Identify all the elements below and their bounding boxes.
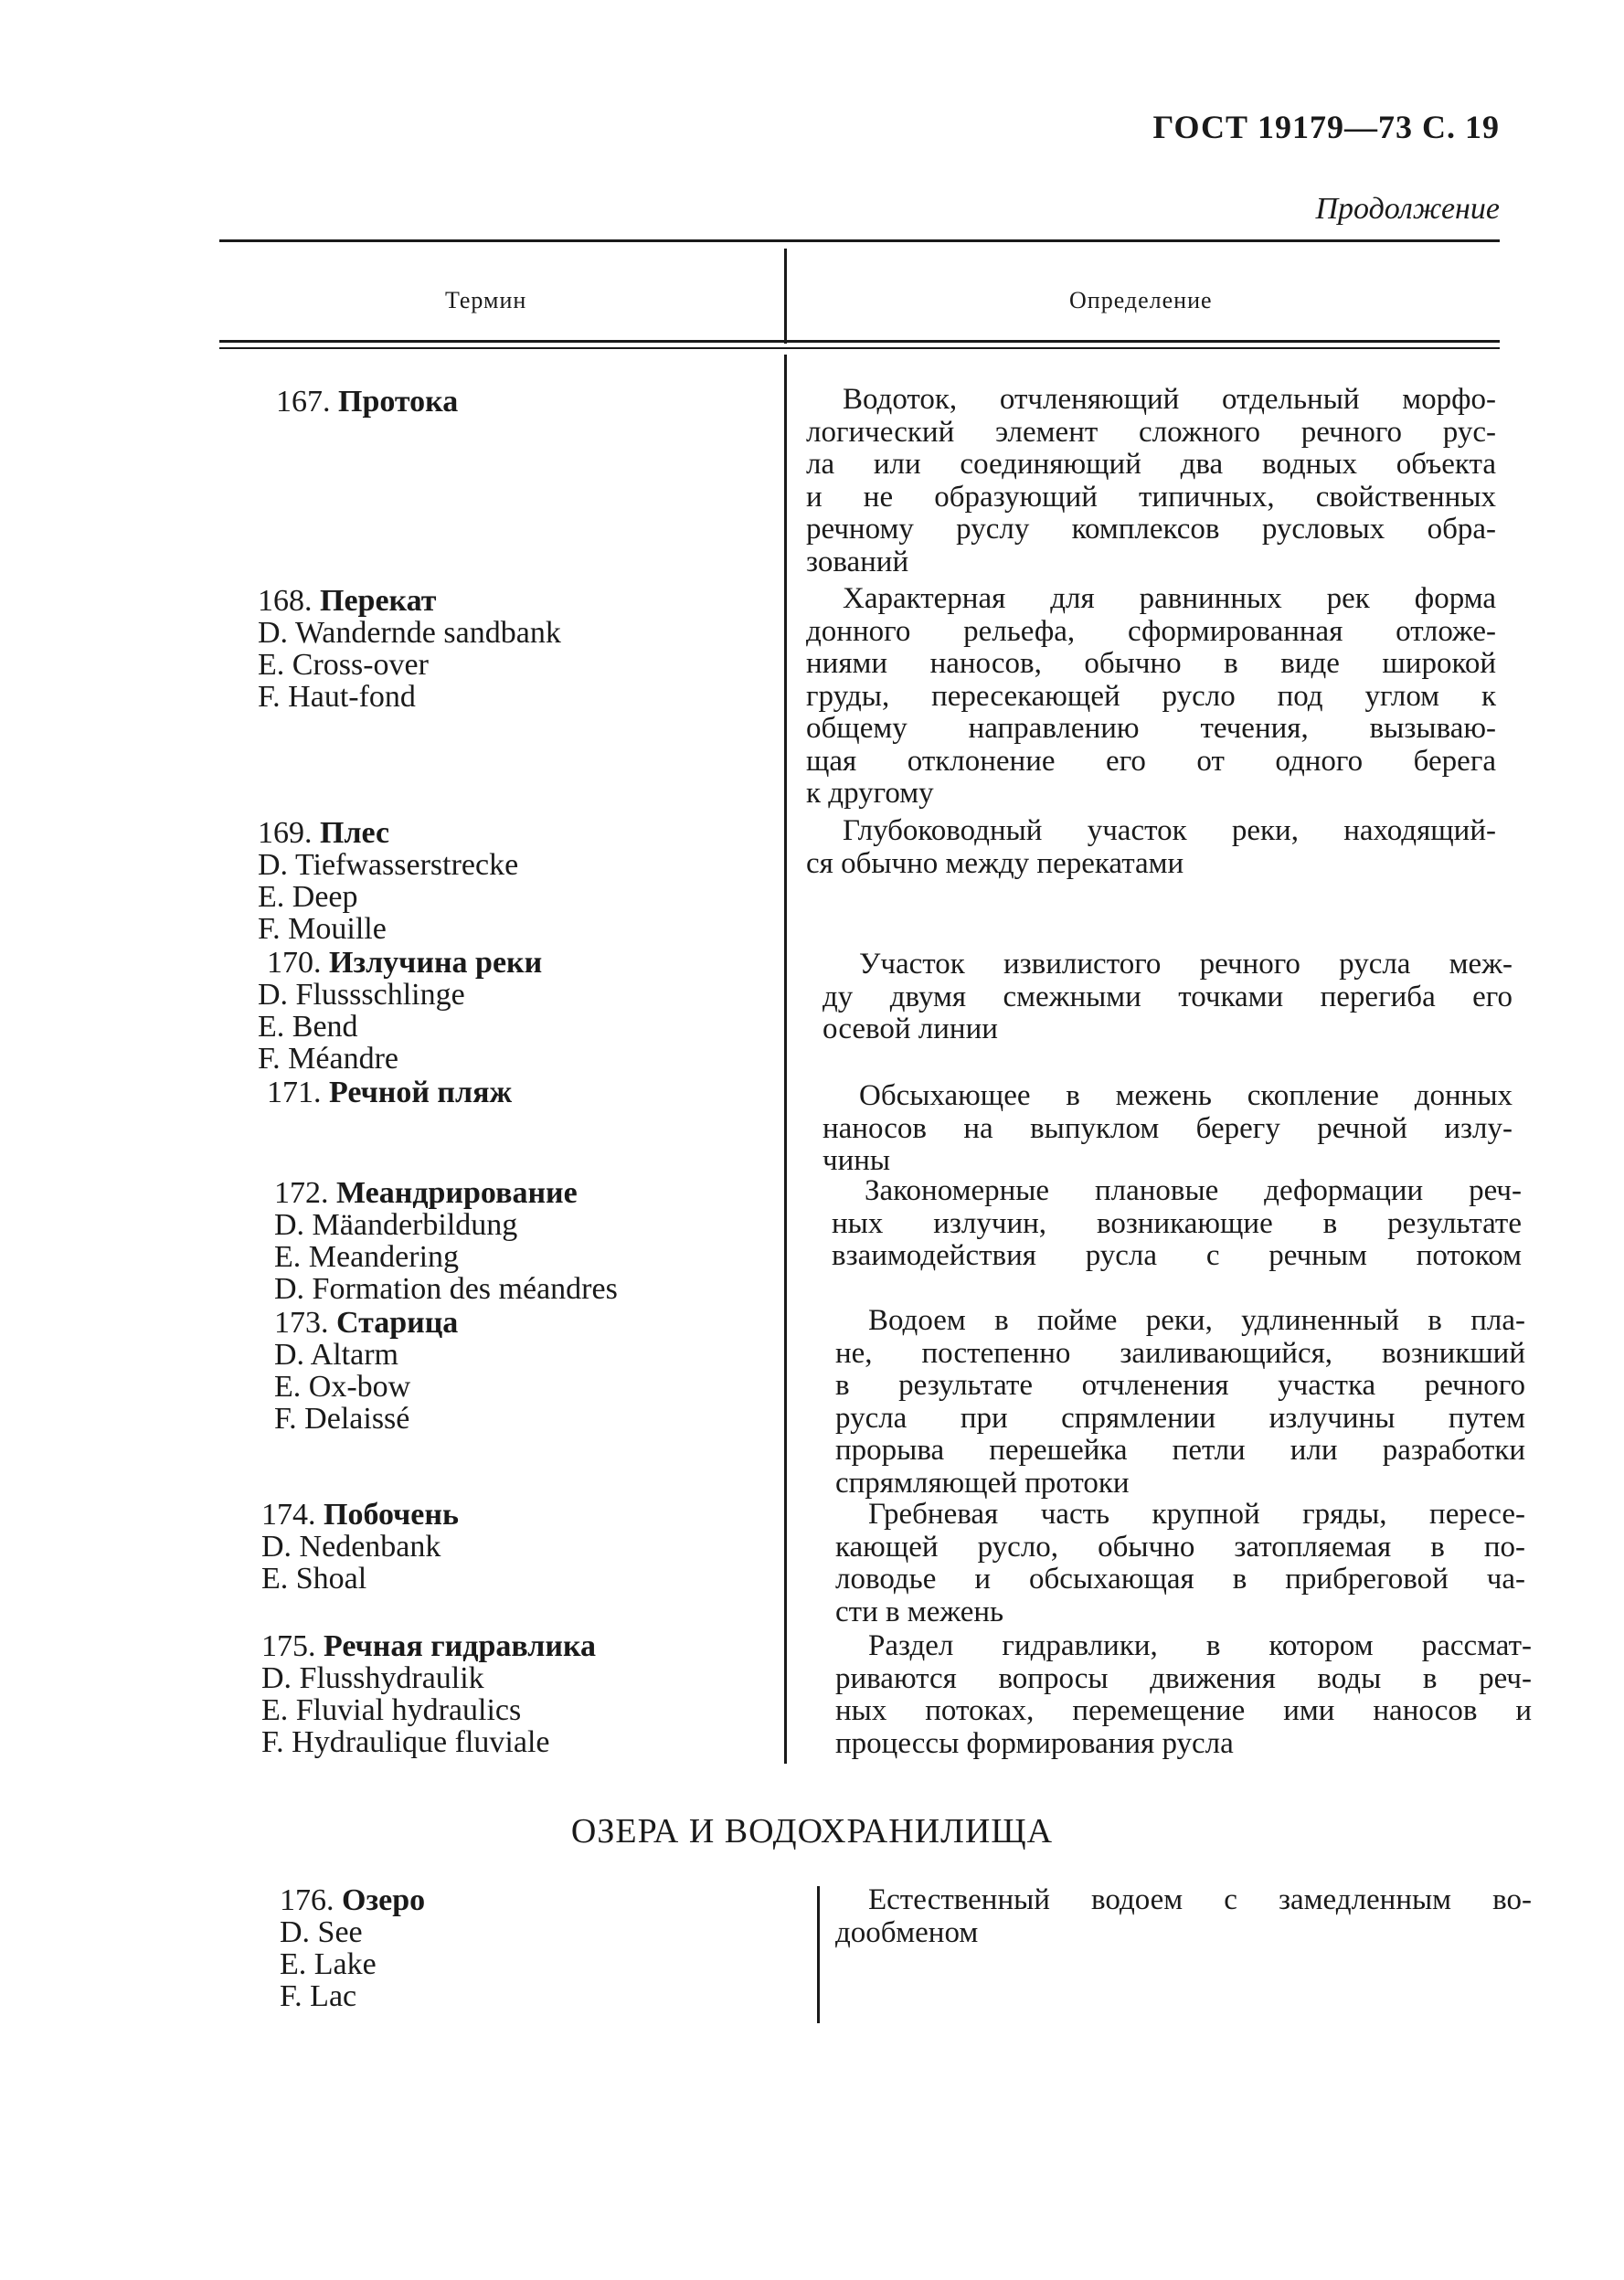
term-entry-174 xyxy=(261,1499,459,1595)
term-equivalent-fr: F. Hydraulique fluviale xyxy=(261,1725,550,1759)
term-number: 176. xyxy=(280,1883,334,1917)
term-equivalent-de: D. Nedenbank xyxy=(261,1530,441,1564)
term-equivalent-en: E. Bend xyxy=(258,1010,358,1044)
definition-line: и не образующий типичных, свойственных xyxy=(806,480,1496,514)
header-rule-2 xyxy=(219,347,1500,349)
column-divider xyxy=(784,355,787,1764)
definition-169 xyxy=(806,815,1496,880)
term-equivalent-fr: F. Méandre xyxy=(258,1042,399,1076)
definition-line: Водоем в пойме реки, удлиненный в пла- xyxy=(868,1304,1525,1337)
definition-line: Гребневая часть крупной гряды, пересе- xyxy=(868,1498,1525,1531)
definition-line: речному руслу комплексов русловых обра- xyxy=(806,513,1496,546)
definition-line: Закономерные плановые деформации реч- xyxy=(865,1174,1522,1207)
definition-line: общему направлению течения, вызываю- xyxy=(806,712,1496,745)
definition-line: щая отклонение его от одного берега xyxy=(806,744,1496,778)
definition-line: наносов на выпуклом берегу речной излу- xyxy=(823,1111,1513,1145)
continuation-label: Продолжение xyxy=(1315,192,1500,226)
term-equivalent-en: E. Cross-over xyxy=(258,648,429,682)
definition-173 xyxy=(835,1305,1525,1500)
definition-line: ловодье и обсыхающая в прибреговой ча- xyxy=(835,1563,1525,1596)
term-equivalent-de: D. Mäanderbildung xyxy=(274,1208,518,1242)
term-equivalent-fr: F. Lac xyxy=(280,1979,357,2013)
definition-line: ду двумя смежными точками перегиба его xyxy=(823,980,1513,1013)
term-equivalent-fr: F. Haut-fond xyxy=(258,680,416,714)
definition-176 xyxy=(835,1884,1532,1949)
page-header: ГОСТ 19179—73 С. 19 xyxy=(1152,109,1500,145)
term-name: Перекат xyxy=(320,584,437,618)
term-number: 174. xyxy=(261,1498,316,1532)
definition-line: ниями наносов, обычно в виде широкой xyxy=(806,647,1496,680)
definition-line: сти в межень xyxy=(835,1595,1004,1628)
term-equivalent-fr: F. Mouille xyxy=(258,912,387,946)
column-header-term: Термин xyxy=(445,287,527,313)
definition-line: русла при спрямлении излучины путем xyxy=(835,1401,1525,1435)
term-equivalent-de: D. Tiefwasserstrecke xyxy=(258,848,519,882)
definition-line: Участок извилистого речного русла меж- xyxy=(859,948,1513,981)
definition-line: дообменом xyxy=(835,1915,979,1949)
term-entry-176 xyxy=(280,1884,425,2012)
definition-line: ных потоках, перемещение ими наносов и xyxy=(835,1694,1532,1727)
term-number: 167. xyxy=(276,385,331,419)
term-equivalent-en: E. Fluvial hydraulics xyxy=(261,1693,522,1727)
term-entry-170 xyxy=(258,946,543,1076)
definition-line: ся обычно между перекатами xyxy=(806,846,1184,880)
definition-line: груды, пересекающей русло под углом к xyxy=(806,679,1496,713)
term-equivalent-fr: F. Delaissé xyxy=(274,1402,410,1436)
definition-line: Глубоководный участок реки, находящий- xyxy=(843,814,1496,847)
definition-172 xyxy=(832,1175,1522,1273)
definition-168 xyxy=(806,583,1496,811)
term-equivalent-en: E. Lake xyxy=(280,1947,377,1981)
definition-line: чины xyxy=(823,1144,891,1177)
section-title: ОЗЕРА И ВОДОХРАНИЛИЩА xyxy=(570,1812,1054,1851)
term-equivalent-en: E. Deep xyxy=(258,880,358,914)
definition-174 xyxy=(835,1499,1525,1628)
term-number: 175. xyxy=(261,1629,316,1663)
definition-171 xyxy=(823,1080,1513,1178)
term-name: Протока xyxy=(338,385,459,419)
definition-line: взаимодействия русла с речным потоком xyxy=(832,1239,1522,1272)
definition-line: логический элемент сложного речного рус- xyxy=(806,415,1496,449)
definition-line: Водоток, отчленяющий отдельный морфо- xyxy=(843,383,1496,416)
section-column-divider xyxy=(817,1886,820,2023)
definition-line: ных излучин, возникающие в результате xyxy=(832,1206,1522,1240)
term-number: 171. xyxy=(267,1076,322,1109)
term-equivalent-en: E. Meandering xyxy=(274,1240,460,1274)
definition-line: кающей русло, обычно затопляемая в по- xyxy=(835,1530,1525,1564)
term-entry-169 xyxy=(258,817,518,945)
term-name: Побочень xyxy=(324,1498,459,1532)
column-header-definition: Определение xyxy=(1069,287,1213,313)
definition-line: Естественный водоем с замедленным во- xyxy=(868,1883,1532,1916)
definition-line: прорыва перешейка петли или разработки xyxy=(835,1434,1525,1467)
definition-line: зований xyxy=(806,545,909,578)
term-name: Старица xyxy=(336,1306,459,1340)
term-entry-172 xyxy=(274,1177,618,1305)
term-number: 168. xyxy=(258,584,313,618)
term-name: Излучина реки xyxy=(329,946,543,980)
term-entry-175 xyxy=(261,1630,596,1758)
table-top-rule xyxy=(219,239,1500,242)
definition-line: риваются вопросы движения воды в реч- xyxy=(835,1661,1532,1695)
term-equivalent-fr: D. Formation des méandres xyxy=(274,1272,618,1306)
definition-175 xyxy=(835,1630,1532,1760)
term-entry-168 xyxy=(258,585,561,713)
definition-line: Характерная для равнинных рек форма xyxy=(843,582,1496,615)
term-entry-167 xyxy=(276,386,458,418)
term-name: Озеро xyxy=(342,1883,426,1917)
term-entry-173 xyxy=(274,1307,458,1435)
definition-line: в результате отчленения участка речного xyxy=(835,1369,1525,1402)
definition-line: ла или соединяющий два водных объекта xyxy=(806,448,1496,481)
term-equivalent-en: E. Shoal xyxy=(261,1562,367,1596)
term-number: 169. xyxy=(258,816,313,850)
definition-line: донного рельефа, сформированная отложе- xyxy=(806,614,1496,648)
definition-line: процессы формирования русла xyxy=(835,1726,1234,1760)
term-number: 172. xyxy=(274,1176,329,1210)
term-name: Меандрирование xyxy=(336,1176,578,1210)
definition-line: осевой линии xyxy=(823,1013,998,1045)
term-equivalent-de: D. Flusshydraulik xyxy=(261,1661,484,1695)
term-name: Речной пляж xyxy=(329,1076,513,1109)
header-rule-1 xyxy=(219,340,1500,343)
definition-170 xyxy=(823,949,1513,1046)
term-number: 173. xyxy=(274,1306,329,1340)
definition-line: к другому xyxy=(806,777,934,810)
definition-line: Раздел гидравлики, в котором рассмат- xyxy=(868,1629,1532,1662)
definition-line: Обсыхающее в межень скопление донных xyxy=(859,1079,1513,1112)
term-equivalent-de: D. Altarm xyxy=(274,1338,398,1372)
definition-line: не, постепенно заиливающийся, возникший xyxy=(835,1336,1525,1370)
header-column-divider xyxy=(784,249,787,344)
term-entry-171 xyxy=(267,1076,512,1108)
term-equivalent-en: E. Ox-bow xyxy=(274,1370,411,1404)
term-equivalent-de: D. Flussschlinge xyxy=(258,978,465,1012)
definition-167 xyxy=(806,384,1496,578)
term-name: Речная гидравлика xyxy=(324,1629,597,1663)
term-equivalent-de: D. Wandernde sandbank xyxy=(258,616,561,650)
term-number: 170. xyxy=(267,946,322,980)
term-equivalent-de: D. See xyxy=(280,1915,363,1949)
definition-line: спрямляющей протоки xyxy=(835,1466,1130,1500)
term-name: Плес xyxy=(320,816,390,850)
